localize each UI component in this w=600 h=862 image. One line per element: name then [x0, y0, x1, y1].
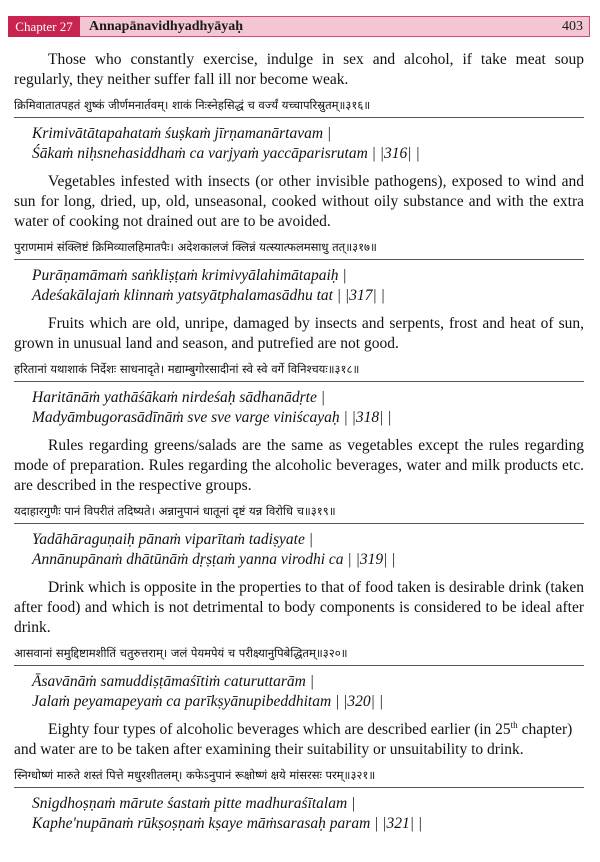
transliteration-line: Madyāmbugorasādīnāṁ sve sve varge viniścayaḥ | |318| |: [32, 409, 392, 426]
paragraph: Those who constantly exercise, indulge in sex and alcohol, if take meat soup regularly, they neither suffer fall ill nor become weak.: [14, 51, 584, 88]
sanskrit-verse: क्रिमिवातातपहतं शुष्कं जीर्णमनार्तवम्। शाकं निःस्नेहसिद्धं च वर्ज्यं यच्चापरिस्रुतम्॥३१६॥: [14, 97, 584, 118]
transliteration-line: Snigdhoṣṇaṁ mārute śastaṁ pitte madhuraśītalam |: [32, 795, 356, 812]
transliteration-line: Kaphe'nupānaṁ rūkṣoṣṇaṁ kṣaye māṁsarasaḥ param | |321| |: [32, 815, 423, 832]
paragraph: Vegetables infested with insects (or other invisible pathogens), exposed to wind and sun for long, dried, up, old, unseasonal, cooked without oily substance and with the extra water of cooking not drained out are to be avoided.: [14, 173, 584, 230]
transliteration-line: Śākaṁ niḥsnehasiddhaṁ ca varjyaṁ yaccāparisrutam | |316| |: [32, 145, 420, 162]
transliteration-line: Adeśakālajaṁ klinnaṁ yatsyātphalamasādhu tat | |317| |: [32, 287, 385, 304]
transliteration-line: Āsavānāṁ samuddiṣṭāmaśītiṁ caturuttarām |: [32, 673, 314, 690]
paragraph-text-end: chapter) and water are to be taken after examining their suitability or unsuitability to drink.: [14, 721, 573, 758]
verse-317: [14, 239, 584, 306]
sanskrit-verse: यदाहारगुणैः पानं विपरीतं तदिष्यते। अन्नानुपानं धातूनां दृष्टं यन्न विरोधि च॥३१९॥: [14, 503, 584, 524]
transliteration-line: Purāṇamāmaṁ saṅkliṣṭaṁ krimivyālahimātapaiḥ |: [32, 267, 347, 284]
verse-321: [14, 767, 584, 834]
transliteration-line: Annānupānaṁ dhātūnāṁ dṛṣṭaṁ yanna virodhi ca | |319| |: [32, 551, 396, 568]
verse-316: [14, 97, 584, 164]
paragraph: Fruits which are old, unripe, damaged by insects and serpents, frost and heat of sun, grown in unusual land and season, and putrefied are not good.: [14, 315, 584, 352]
chapter-title: Annapānavidhyadhyāyaḥ: [89, 19, 244, 34]
verse-319: [14, 503, 584, 570]
chapter-label: Chapter 27: [8, 16, 80, 37]
transliteration-line: Krimivātātapahataṁ śuṣkaṁ jīrṇamanārtavam |: [32, 125, 332, 142]
transliteration-line: Yadāhāraguṇaiḥ pānaṁ viparītaṁ tadiṣyate |: [32, 531, 313, 548]
transliteration-line: Haritānāṁ yathāśākaṁ nirdeśaḥ sādhanādṛte |: [32, 389, 326, 406]
paragraph: Rules regarding greens/salads are the same as vegetables except the rules regarding mode of preparation. Rules regarding the alcoholic beverages, water and milk products etc. are described in the respective groups.: [14, 437, 584, 494]
sanskrit-verse: हरितानां यथाशाकं निर्देशः साधनादृते। मद्याम्बुगोरसादीनां स्वे स्वे वर्गे विनिश्चयः॥३१८॥: [14, 361, 584, 382]
transliteration-line: Jalaṁ peyamapeyaṁ ca parīkṣyānupibeddhitam | |320| |: [32, 693, 384, 710]
verse-318: [14, 361, 584, 428]
running-header: [8, 16, 590, 37]
ordinal-suffix: th: [510, 719, 518, 730]
sanskrit-verse: पुराणमामं संक्लिष्टं क्रिमिव्यालहिमातपैः। अदेशकालजं क्लिन्नं यत्स्यात्फलमसाधु तत्॥३१७॥: [14, 239, 584, 260]
paragraph-text-start: Eighty four types of alcoholic beverages which are described earlier (in 25: [48, 721, 511, 738]
sanskrit-verse: स्निग्धोष्णं मारुते शस्तं पित्ते मधुरशीतलम्। कफेऽनुपानं रूक्षोष्णं क्षये मांसरसः परम्॥३२१॥: [14, 767, 584, 788]
page-body: [14, 50, 584, 842]
paragraph: [14, 720, 584, 760]
verse-320: [14, 645, 584, 712]
paragraph: Drink which is opposite in the properties to that of food taken is desirable drink (taken after food) and which is not detrimental to body components is considered to be ideal after drink.: [14, 579, 584, 636]
page-number: 403: [562, 19, 583, 34]
sanskrit-verse: आसवानां समुद्दिष्टामशीतिं चतुरुत्तराम्। जलं पेयमपेयं च परीक्ष्यानुपिबेद्धितम्॥३२०॥: [14, 645, 584, 666]
